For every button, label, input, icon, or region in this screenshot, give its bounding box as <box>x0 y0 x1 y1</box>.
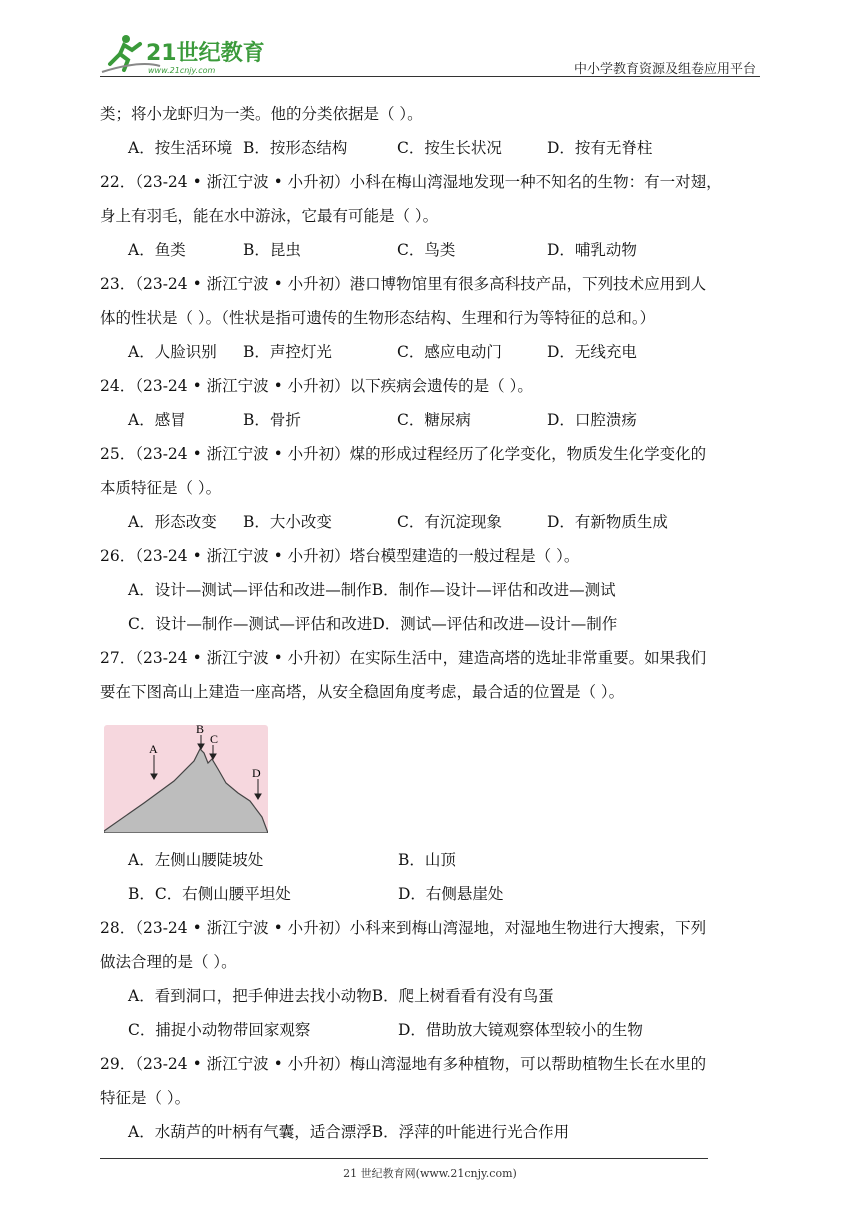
option: A．按生活环境 <box>128 139 233 157</box>
q27-text: 27．（23-24 • 浙江宁波 • 小升初）在实际生活中，建造高塔的选址非常重要。如果我们 <box>100 649 707 667</box>
option: B．骨折 <box>243 411 301 429</box>
option: C．鸟类 <box>397 241 456 259</box>
option: A．鱼类 <box>128 241 186 259</box>
q26-options <box>100 607 765 641</box>
q28-options <box>100 1013 765 1047</box>
option: D．有新物质生成 <box>547 513 668 531</box>
q25-options <box>100 505 765 539</box>
q29-text: 特征是（ ）。 <box>100 1089 191 1107</box>
q28-text: 做法合理的是（ ）。 <box>100 953 237 971</box>
figure-label: B <box>196 722 205 736</box>
q21-options <box>100 131 765 165</box>
figure-label: C <box>210 732 219 746</box>
option: B．爬上树看看有没有鸟蛋 <box>371 987 554 1005</box>
q22-options <box>100 233 765 267</box>
q22-text: 22．（23-24 • 浙江宁波 • 小升初）小科在梅山湾湿地发现一种不知名的生物：有一对翅， <box>100 173 722 191</box>
q26-text: 26．（23-24 • 浙江宁波 • 小升初）塔台模型建造的一般过程是（ ）。 <box>100 547 580 565</box>
logo <box>100 30 270 76</box>
option: B．按形态结构 <box>243 139 348 157</box>
option: D．哺乳动物 <box>547 241 637 259</box>
q28-text: 28．（23-24 • 浙江宁波 • 小升初）小科来到梅山湾湿地，对湿地生物进行大搜索，下列 <box>100 919 707 937</box>
footer-divider <box>100 1158 708 1159</box>
option: D．按有无脊柱 <box>547 139 653 157</box>
page-header <box>100 30 760 78</box>
q25-text: 本质特征是（ ）。 <box>100 479 222 497</box>
page-footer: 21 世纪教育网(www.21cnjy.com) <box>343 1167 517 1180</box>
option: C．感应电动门 <box>397 343 502 361</box>
option: A．设计—测试—评估和改进—制作 <box>128 581 372 599</box>
option: B．声控灯光 <box>243 343 332 361</box>
option: D．口腔溃疡 <box>547 411 637 429</box>
svg-text:21世纪教育: 21世纪教育 <box>146 41 265 66</box>
option: B．大小改变 <box>243 513 332 531</box>
option: D．借助放大镜观察体型较小的生物 <box>398 1021 643 1039</box>
option: B．昆虫 <box>243 241 301 259</box>
mountain-figure <box>104 721 268 833</box>
option: D．测试—评估和改进—设计—制作 <box>372 615 618 633</box>
option: D．无线充电 <box>547 343 637 361</box>
question-list <box>100 97 765 1149</box>
q27-text: 要在下图高山上建造一座高塔，从安全稳固角度考虑，最合适的位置是（ ）。 <box>100 683 625 701</box>
header-divider <box>100 76 760 77</box>
figure-label: D <box>252 766 261 780</box>
option: C．捕捉小动物带回家观察 <box>128 1021 311 1039</box>
option: A．形态改变 <box>128 513 217 531</box>
option: A．人脸识别 <box>128 343 217 361</box>
q24-options <box>100 403 765 437</box>
option: A．水葫芦的叶柄有气囊，适合漂浮 <box>128 1123 372 1141</box>
option: B．C．右侧山腰平坦处 <box>128 885 291 903</box>
option: A．看到洞口，把手伸进去找小动物 <box>128 987 372 1005</box>
q29-text: 29．（23-24 • 浙江宁波 • 小升初）梅山湾湿地有多种植物，可以帮助植物生长在水里的 <box>100 1055 707 1073</box>
option: B．山顶 <box>398 851 456 869</box>
option: C．按生长状况 <box>397 139 502 157</box>
option: D．右侧悬崖处 <box>398 885 504 903</box>
svg-text:www.21cnjy.com: www.21cnjy.com <box>148 66 216 75</box>
option: A．感冒 <box>128 411 186 429</box>
option: B．浮萍的叶能进行光合作用 <box>371 1123 570 1141</box>
platform-name: 中小学教育资源及组卷应用平台 <box>573 62 756 77</box>
q26-options <box>100 573 765 607</box>
q24-text: 24．（23-24 • 浙江宁波 • 小升初）以下疾病会遗传的是（ ）。 <box>100 377 533 395</box>
option: B．制作—设计—评估和改进—测试 <box>371 581 616 599</box>
figure-label: A <box>149 742 158 756</box>
q25-text: 25．（23-24 • 浙江宁波 • 小升初）煤的形成过程经历了化学变化，物质发生化学变化的 <box>100 445 707 463</box>
q29-options <box>100 1115 765 1149</box>
q23-options <box>100 335 765 369</box>
q23-text: 23．（23-24 • 浙江宁波 • 小升初）港口博物馆里有很多高科技产品，下列技术应用到人 <box>100 275 707 293</box>
q22-text: 身上有羽毛，能在水中游泳，它最有可能是（ ）。 <box>100 207 439 225</box>
q23-text: 体的性状是（ ）。（性状是指可遗传的生物形态结构、生理和行为等特征的总和。） <box>100 309 656 327</box>
option: C．设计—制作—测试—评估和改进 <box>128 615 373 633</box>
option: A．左侧山腰陡坡处 <box>128 851 264 869</box>
q21-text: 类；将小龙虾归为一类。他的分类依据是（ ）。 <box>100 105 423 123</box>
option: C．糖尿病 <box>397 411 471 429</box>
q28-options <box>100 979 765 1013</box>
q27-options <box>100 877 765 911</box>
option: C．有沉淀现象 <box>397 513 502 531</box>
q27-options <box>100 843 765 877</box>
